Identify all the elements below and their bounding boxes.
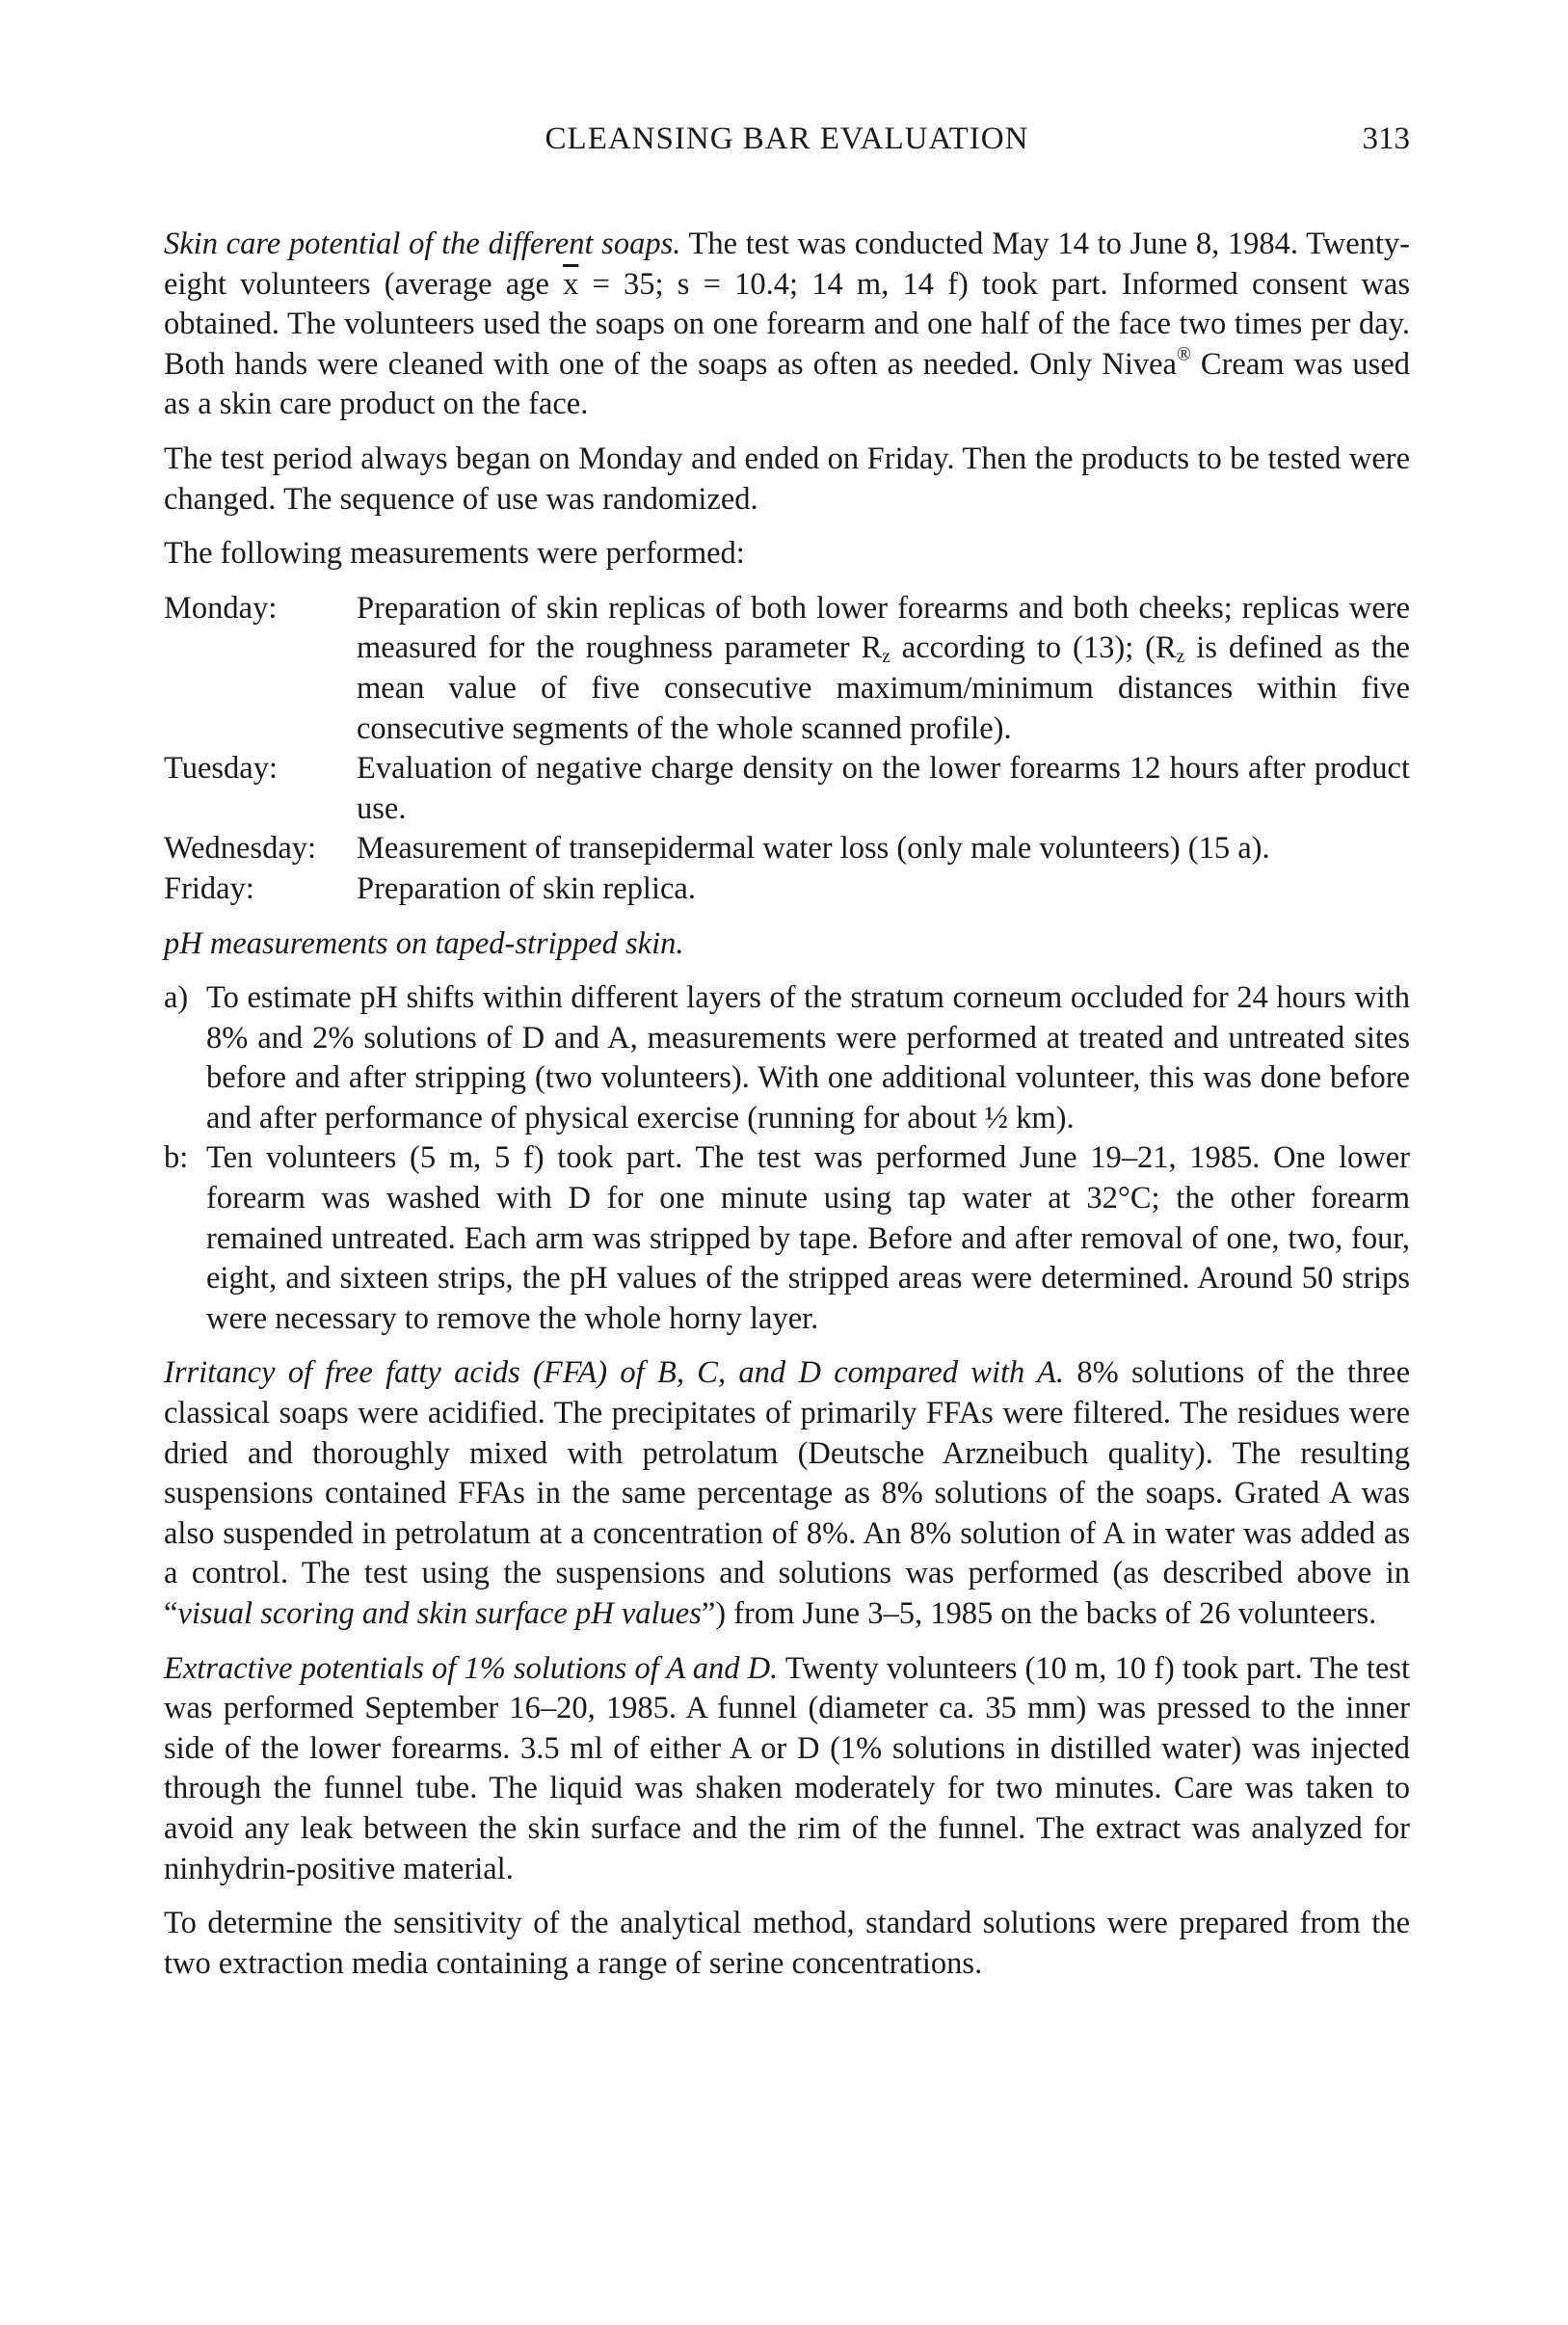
- irritancy-paragraph: [164, 1353, 1410, 1634]
- page-number: 313: [1362, 121, 1410, 156]
- schedule-text: according to (13); (R: [890, 630, 1177, 666]
- page-header: [164, 120, 1410, 158]
- body-text: [164, 225, 1410, 1998]
- schedule-row-tuesday: [164, 749, 1410, 829]
- schedule-day: Friday:: [164, 870, 254, 906]
- skin-care-heading: Skin care potential of the different soaps.: [164, 227, 681, 261]
- schedule-day: Wednesday:: [164, 831, 317, 867]
- irritancy-text-1: 8% solutions of the three classical soaps were acidified. The precipitates of primarily FFAs were filtered. The residues were dried and thoroughly mixed with petrolatum (Deutsche Arzneibuch quality). The resulting suspensions contained FFAs in the same percentage as 8% solutions of the soaps. Grated A was also suspended in petrolatum at a concentration of 8%. An 8% solution of A in water was added as a control. The test using the suspensions and solutions was performed (as described above in “: [164, 1355, 1410, 1631]
- subscript-z: z: [1176, 647, 1185, 668]
- list-text: To estimate pH shifts within different layers of the stratum corneum occluded for 24 hours with 8% and 2% solutions of D and A, measurements were performed at treated and untreated sites before and after stripping (two volunteers). With one additional volunteer, this was done before and after performance of physical exercise (running for about ½ km).: [206, 980, 1410, 1136]
- irritancy-heading: Irritancy of free fatty acids (FFA) of B, C, and D compared with A.: [164, 1355, 1064, 1391]
- schedule-description: [357, 589, 1410, 749]
- skin-care-paragraph: [164, 225, 1410, 425]
- schedule-row-friday: [164, 869, 1410, 910]
- schedule-text: is defined as the mean value of five consecutive maximum/minimum distances within five consecutive segments of the whole scanned profile).: [357, 630, 1410, 746]
- registered-mark: ®: [1176, 344, 1191, 365]
- skin-care-text-1: The test was conducted May 14 to June 8, 1984. Twenty-eight volunteers (average age: [164, 227, 1410, 302]
- extractive-heading: Extractive potentials of 1% solutions of A and D.: [164, 1650, 779, 1686]
- ph-section-heading: pH measurements on taped-stripped skin.: [164, 925, 684, 961]
- measurement-schedule: [164, 589, 1410, 910]
- skin-care-text-3: Cream was used as a skin care product on the face.: [164, 346, 1410, 422]
- mean-symbol: $\overline{x}$: [563, 266, 579, 302]
- schedule-text: Preparation of skin replicas of both lower forearms and both cheeks; replicas were measured for the roughness parameter R: [357, 590, 1410, 666]
- ph-procedure-list: [164, 978, 1410, 1339]
- subscript-z: z: [882, 647, 890, 668]
- skin-care-text-2: = 35; s = 10.4; 14 m, 14 f) took part. Informed consent was obtained. The volunteers used the soaps on one forearm and one half of the face two times per day. Both hands were cleaned with one of the soaps as often as needed. Only Nivea: [164, 266, 1411, 382]
- list-marker: a): [164, 980, 189, 1016]
- extractive-paragraph: [164, 1649, 1410, 1890]
- sensitivity-paragraph: To determine the sensitivity of the analytical method, standard solutions were prepared from the two extraction media containing a range of serine concentrations.: [164, 1906, 1410, 1981]
- schedule-row-monday: [164, 589, 1410, 749]
- schedule-day: Tuesday:: [164, 751, 278, 787]
- list-item: [164, 978, 1410, 1138]
- measurements-intro: The following measurements were performed:: [164, 536, 745, 572]
- list-marker: b:: [164, 1140, 189, 1176]
- schedule-row-wednesday: [164, 829, 1410, 869]
- irritancy-reference: visual scoring and skin surface pH values: [177, 1596, 702, 1631]
- schedule-description: Measurement of transepidermal water loss (only male volunteers) (15 a).: [357, 831, 1270, 867]
- irritancy-text-2: ”) from June 3–5, 1985 on the backs of 26 volunteers.: [701, 1596, 1377, 1631]
- test-period-paragraph: The test period always began on Monday and ended on Friday. Then the products to be tested were changed. The sequence of use was randomized.: [164, 441, 1410, 517]
- schedule-description: Evaluation of negative charge density on the lower forearms 12 hours after product use.: [357, 751, 1410, 826]
- schedule-description: Preparation of skin replica.: [357, 870, 696, 906]
- schedule-day: Monday:: [164, 590, 278, 626]
- list-item: [164, 1138, 1410, 1339]
- list-text: Ten volunteers (5 m, 5 f) took part. The test was performed June 19–21, 1985. One lower forearm was washed with D for one minute using tap water at 32°C; the other forearm remained untreated. Each arm was stripped by tape. Before and after removal of one, two, four, eight, and sixteen strips, the pH values of the stripped areas were determined. Around 50 strips were necessary to remove the whole horny layer.: [206, 1140, 1410, 1336]
- extractive-text: Twenty volunteers (10 m, 10 f) took part. The test was performed September 16–20, 1985. A funnel (diameter ca. 35 mm) was pressed to the inner side of the lower forearms. 3.5 ml of either A or D (1% solutions in distilled water) was injected through the funnel tube. The liquid was shaken moderately for two minutes. Care was taken to avoid any leak between the skin surface and the rim of the funnel. The extract was analyzed for ninhydrin-positive material.: [164, 1650, 1410, 1886]
- running-title: CLEANSING BAR EVALUATION: [545, 121, 1029, 156]
